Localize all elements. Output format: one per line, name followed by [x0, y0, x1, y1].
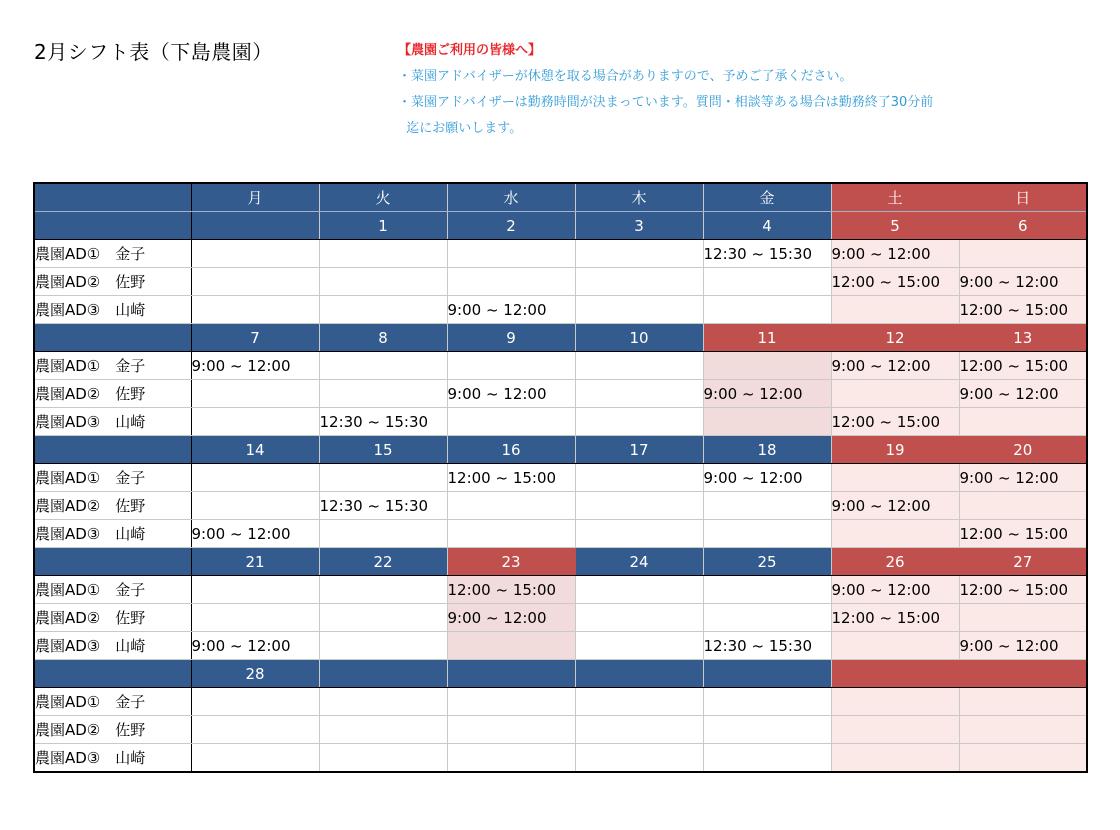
date-header: 14 — [191, 436, 319, 464]
staff-name: 農園AD③ 山崎 — [34, 296, 191, 324]
weekday-header: 火 — [319, 183, 447, 212]
shift-cell: 12:30 ~ 15:30 — [319, 492, 447, 520]
shift-cell — [575, 688, 703, 716]
shift-cell: 12:00 ~ 15:00 — [959, 352, 1087, 380]
shift-cell — [319, 688, 447, 716]
shift-cell: 9:00 ~ 12:00 — [191, 352, 319, 380]
date-header: 17 — [575, 436, 703, 464]
shift-cell — [703, 352, 831, 380]
staff-row — [34, 352, 1087, 380]
staff-row — [34, 380, 1087, 408]
notice-line-2: ・菜園アドバイザーは勤務時間が決まっています。質問・相談等ある場合は勤務終了30分前 — [398, 95, 934, 110]
date-header — [191, 212, 319, 240]
staff-row — [34, 492, 1087, 520]
date-header: 25 — [703, 548, 831, 576]
staff-name: 農園AD① 金子 — [34, 688, 191, 716]
shift-cell — [191, 296, 319, 324]
shift-cell — [575, 408, 703, 436]
shift-cell: 9:00 ~ 12:00 — [831, 240, 959, 268]
shift-cell — [447, 744, 575, 773]
date-header: 22 — [319, 548, 447, 576]
shift-cell — [447, 240, 575, 268]
shift-cell — [703, 492, 831, 520]
shift-cell: 12:00 ~ 15:00 — [447, 464, 575, 492]
date-header: 24 — [575, 548, 703, 576]
notice-heading: 【農園ご利用の皆様へ】 — [398, 43, 542, 58]
shift-cell — [319, 744, 447, 773]
date-header-row — [34, 660, 1087, 688]
shift-cell — [319, 576, 447, 604]
shift-cell: 12:00 ~ 15:00 — [831, 408, 959, 436]
shift-cell — [703, 688, 831, 716]
date-header: 4 — [703, 212, 831, 240]
shift-cell: 9:00 ~ 12:00 — [703, 380, 831, 408]
shift-cell — [447, 520, 575, 548]
shift-cell — [191, 576, 319, 604]
date-header: 8 — [319, 324, 447, 352]
shift-cell: 9:00 ~ 12:00 — [959, 632, 1087, 660]
staff-row — [34, 268, 1087, 296]
date-header: 7 — [191, 324, 319, 352]
shift-cell — [831, 632, 959, 660]
shift-cell: 9:00 ~ 12:00 — [191, 520, 319, 548]
shift-cell — [831, 464, 959, 492]
date-header: 15 — [319, 436, 447, 464]
staff-row — [34, 464, 1087, 492]
date-header: 27 — [959, 548, 1087, 576]
shift-cell — [831, 520, 959, 548]
date-header: 19 — [831, 436, 959, 464]
shift-cell — [447, 492, 575, 520]
shift-cell — [447, 268, 575, 296]
shift-cell — [575, 296, 703, 324]
date-header — [447, 660, 575, 688]
date-header: 6 — [959, 212, 1087, 240]
shift-cell: 9:00 ~ 12:00 — [447, 604, 575, 632]
date-header-corner — [34, 436, 191, 464]
shift-cell — [575, 352, 703, 380]
shift-cell — [703, 576, 831, 604]
staff-row — [34, 604, 1087, 632]
notice-box — [398, 38, 933, 142]
shift-cell — [191, 408, 319, 436]
shift-cell: 12:00 ~ 15:00 — [831, 268, 959, 296]
date-header: 12 — [831, 324, 959, 352]
shift-cell — [575, 604, 703, 632]
staff-row — [34, 576, 1087, 604]
weekday-header: 土 — [831, 183, 959, 212]
staff-name: 農園AD③ 山崎 — [34, 520, 191, 548]
staff-name: 農園AD① 金子 — [34, 352, 191, 380]
staff-name: 農園AD② 佐野 — [34, 604, 191, 632]
shift-cell — [575, 576, 703, 604]
shift-cell: 9:00 ~ 12:00 — [191, 632, 319, 660]
staff-name: 農園AD② 佐野 — [34, 380, 191, 408]
shift-cell — [703, 520, 831, 548]
date-header: 2 — [447, 212, 575, 240]
shift-cell: 9:00 ~ 12:00 — [831, 576, 959, 604]
shift-cell — [703, 408, 831, 436]
shift-cell: 9:00 ~ 12:00 — [959, 464, 1087, 492]
shift-cell: 12:30 ~ 15:30 — [319, 408, 447, 436]
shift-cell — [703, 268, 831, 296]
date-header: 20 — [959, 436, 1087, 464]
weekday-header: 金 — [703, 183, 831, 212]
date-header: 10 — [575, 324, 703, 352]
shift-cell — [447, 688, 575, 716]
date-header-corner — [34, 660, 191, 688]
shift-cell — [319, 352, 447, 380]
date-header — [959, 660, 1087, 688]
shift-cell: 9:00 ~ 12:00 — [959, 268, 1087, 296]
shift-cell — [831, 688, 959, 716]
shift-cell — [575, 464, 703, 492]
staff-row — [34, 744, 1087, 773]
shift-cell — [959, 240, 1087, 268]
date-header: 28 — [191, 660, 319, 688]
shift-cell — [959, 716, 1087, 744]
shift-cell — [319, 716, 447, 744]
date-header-corner — [34, 212, 191, 240]
date-header: 21 — [191, 548, 319, 576]
shift-cell — [319, 296, 447, 324]
shift-cell — [703, 716, 831, 744]
shift-cell — [319, 604, 447, 632]
staff-name: 農園AD③ 山崎 — [34, 744, 191, 773]
shift-cell — [191, 240, 319, 268]
date-header-row — [34, 324, 1087, 352]
shift-cell: 9:00 ~ 12:00 — [831, 352, 959, 380]
shift-cell: 9:00 ~ 12:00 — [959, 380, 1087, 408]
shift-cell: 9:00 ~ 12:00 — [703, 464, 831, 492]
date-header-row — [34, 436, 1087, 464]
shift-cell — [447, 716, 575, 744]
shift-cell: 12:00 ~ 15:00 — [959, 520, 1087, 548]
shift-cell: 12:30 ~ 15:30 — [703, 632, 831, 660]
shift-cell: 12:00 ~ 15:00 — [831, 604, 959, 632]
date-header — [575, 660, 703, 688]
staff-row — [34, 408, 1087, 436]
shift-cell — [703, 604, 831, 632]
shift-cell — [575, 744, 703, 773]
date-header: 16 — [447, 436, 575, 464]
shift-cell — [959, 408, 1087, 436]
date-header-row — [34, 548, 1087, 576]
date-header-corner — [34, 324, 191, 352]
shift-table — [33, 182, 1088, 773]
date-header: 5 — [831, 212, 959, 240]
staff-row — [34, 296, 1087, 324]
shift-cell — [831, 296, 959, 324]
shift-cell — [703, 744, 831, 773]
shift-cell: 9:00 ~ 12:00 — [831, 492, 959, 520]
staff-name: 農園AD③ 山崎 — [34, 632, 191, 660]
notice-line-3: 迄にお願いします。 — [398, 121, 523, 136]
shift-cell — [831, 744, 959, 773]
staff-row — [34, 716, 1087, 744]
shift-cell — [319, 240, 447, 268]
shift-cell — [191, 464, 319, 492]
date-header: 18 — [703, 436, 831, 464]
shift-cell — [703, 296, 831, 324]
weekday-header: 月 — [191, 183, 319, 212]
shift-cell: 12:00 ~ 15:00 — [959, 296, 1087, 324]
shift-cell — [191, 268, 319, 296]
shift-cell — [959, 744, 1087, 773]
page-title: 2月シフト表（下島農園） — [34, 40, 273, 64]
shift-cell — [959, 688, 1087, 716]
shift-cell — [447, 408, 575, 436]
shift-cell — [319, 520, 447, 548]
date-header: 9 — [447, 324, 575, 352]
date-header-corner — [34, 548, 191, 576]
shift-cell — [575, 492, 703, 520]
shift-cell — [575, 268, 703, 296]
shift-cell: 9:00 ~ 12:00 — [447, 296, 575, 324]
staff-name: 農園AD② 佐野 — [34, 492, 191, 520]
weekday-header-corner — [34, 183, 191, 212]
shift-cell: 12:30 ~ 15:30 — [703, 240, 831, 268]
weekday-header: 水 — [447, 183, 575, 212]
shift-cell — [191, 492, 319, 520]
shift-cell — [575, 632, 703, 660]
weekday-header: 木 — [575, 183, 703, 212]
staff-row — [34, 520, 1087, 548]
notice-line-1: ・菜園アドバイザーが休憩を取る場合がありますので、予めご了承ください。 — [398, 69, 853, 84]
date-header-row — [34, 212, 1087, 240]
shift-cell: 12:00 ~ 15:00 — [447, 576, 575, 604]
shift-cell — [447, 632, 575, 660]
date-header — [319, 660, 447, 688]
shift-cell: 12:00 ~ 15:00 — [959, 576, 1087, 604]
shift-cell — [191, 380, 319, 408]
shift-cell — [959, 492, 1087, 520]
staff-name: 農園AD① 金子 — [34, 240, 191, 268]
shift-cell — [191, 604, 319, 632]
shift-cell — [191, 744, 319, 773]
staff-row — [34, 240, 1087, 268]
shift-cell — [191, 716, 319, 744]
date-header: 3 — [575, 212, 703, 240]
staff-row — [34, 688, 1087, 716]
date-header: 26 — [831, 548, 959, 576]
staff-name: 農園AD① 金子 — [34, 464, 191, 492]
staff-row — [34, 632, 1087, 660]
date-header — [703, 660, 831, 688]
date-header: 11 — [703, 324, 831, 352]
weekday-header: 日 — [959, 183, 1087, 212]
staff-name: 農園AD① 金子 — [34, 576, 191, 604]
date-header: 1 — [319, 212, 447, 240]
staff-name: 農園AD② 佐野 — [34, 716, 191, 744]
shift-cell — [831, 380, 959, 408]
shift-cell — [575, 520, 703, 548]
weekday-header-row — [34, 183, 1087, 212]
staff-name: 農園AD③ 山崎 — [34, 408, 191, 436]
shift-cell — [319, 268, 447, 296]
shift-cell — [319, 464, 447, 492]
shift-cell — [575, 716, 703, 744]
shift-cell — [319, 380, 447, 408]
shift-cell — [831, 716, 959, 744]
shift-cell — [447, 352, 575, 380]
shift-cell — [959, 604, 1087, 632]
date-header: 13 — [959, 324, 1087, 352]
staff-name: 農園AD② 佐野 — [34, 268, 191, 296]
shift-cell — [575, 240, 703, 268]
shift-cell — [191, 688, 319, 716]
shift-cell: 9:00 ~ 12:00 — [447, 380, 575, 408]
shift-cell — [319, 632, 447, 660]
date-header — [831, 660, 959, 688]
date-header: 23 — [447, 548, 575, 576]
shift-cell — [575, 380, 703, 408]
